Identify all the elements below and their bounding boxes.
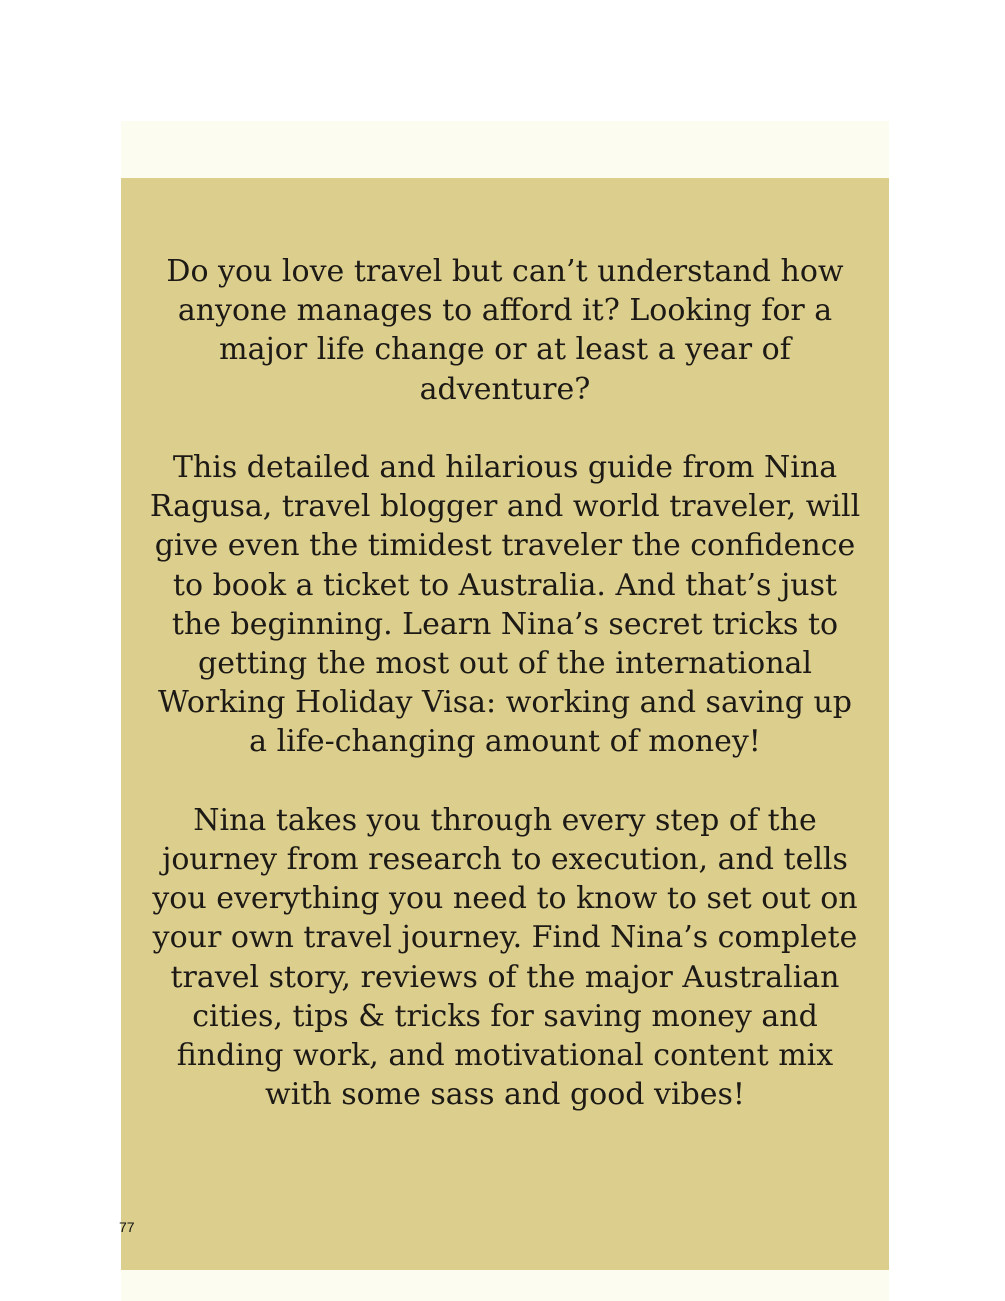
book-blurb [148,252,862,1114]
blurb-paragraph-journey: Nina takes you through every step of the journey from research to execution, and tells you everything you need to know to set out on your own travel journey. Find Nina’s complete travel story, reviews of the major Australian cities, tips & tricks for saving money and finding work, and motivational content mix with some sass and good vibes! [152,802,858,1113]
blurb-paragraph-guide: This detailed and hilarious guide from Nina Ragusa, travel blogger and world traveler, will give even the timidest traveler the confidence to book a ticket to Australia. And that’s just the beginning. Learn Nina’s secret tricks to getting the most out of the international Working Holiday Visa: working and saving up a life-changing amount of money! [149,450,861,760]
top-band [121,121,889,178]
blurb-paragraph-intro: Do you love travel but can’t understand how anyone manages to afford it? Looking for a major life change or at least a year of adventure? [166,254,844,407]
page-number: 77 [119,1219,135,1235]
bottom-band [121,1270,889,1301]
